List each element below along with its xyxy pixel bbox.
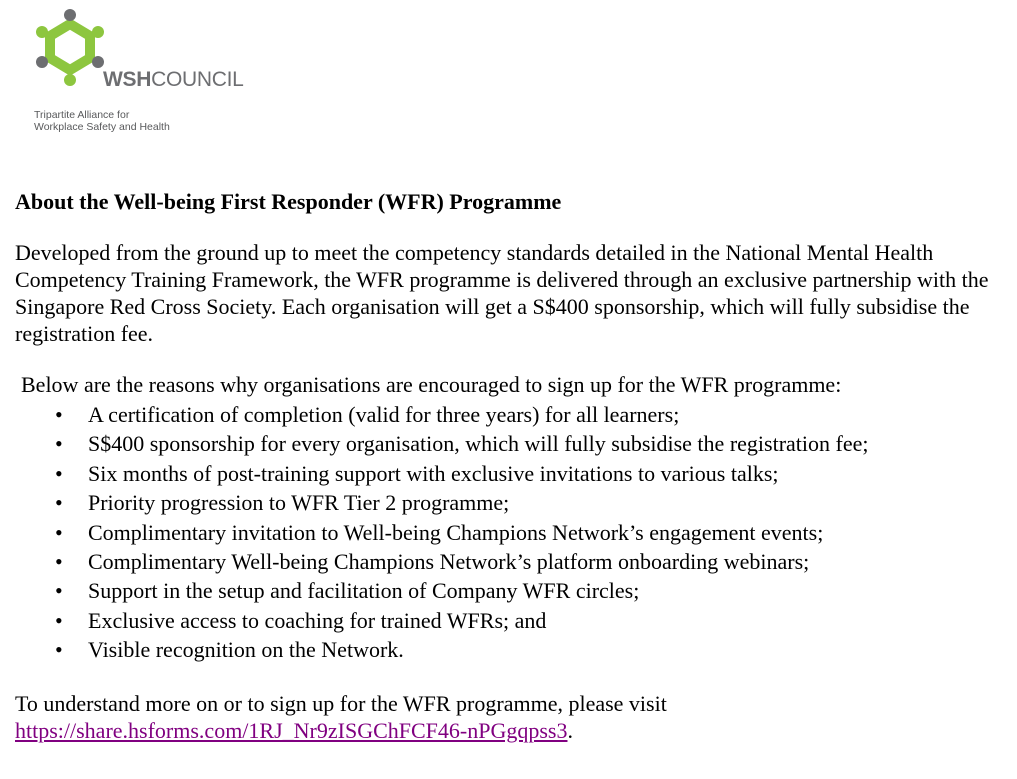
bullet-icon: • xyxy=(55,402,63,427)
intro-paragraph: Developed from the ground up to meet the competency standards detailed in the National Mental Health Competency Training Framework, the WFR programme is delivered through an exclusive partnership with the Singapore Red Cross Society. Each organisation will get a S$400 sponsorship, which will fully subsidise the registration fee. xyxy=(15,240,989,346)
logo-wordmark-regular: COUNCIL xyxy=(151,68,244,91)
reasons-lead: Below are the reasons why organisations are encouraged to sign up for the WFR programme: xyxy=(21,372,842,397)
bullet-icon: • xyxy=(55,607,63,633)
list-item xyxy=(15,576,1010,605)
list-item xyxy=(15,518,1010,547)
document-title: About the Well-being First Responder (WFR) Programme xyxy=(15,189,562,214)
list-item xyxy=(15,488,1010,517)
list-item xyxy=(15,606,1010,635)
signup-link[interactable]: https://share.hsforms.com/1RJ_Nr9zISGChFCF46-nPGgqpss3 xyxy=(15,717,568,743)
list-item-text: Visible recognition on the Network. xyxy=(88,637,404,663)
list-item-text: S$400 sponsorship for every organisation, which will fully subsidise the registration fee; xyxy=(88,431,869,457)
list-item xyxy=(15,400,1010,429)
logo-wordmark-bold: WSH xyxy=(103,68,152,91)
reasons-list xyxy=(15,400,1010,665)
bullet-icon: • xyxy=(55,637,63,663)
bullet-icon: • xyxy=(55,578,63,604)
logo-tagline-line1: Tripartite Alliance for xyxy=(34,109,130,121)
list-item-text: Priority progression to WFR Tier 2 programme; xyxy=(88,490,510,516)
logo-tagline-line2: Workplace Safety and Health xyxy=(34,121,170,133)
wsh-council-logo xyxy=(30,8,270,138)
bullet-icon: • xyxy=(55,460,63,486)
closing-text: To understand more on or to sign up for the WFR programme, please visit xyxy=(15,690,667,716)
link-suffix: . xyxy=(567,717,573,743)
list-item-text: Complimentary invitation to Well-being Champions Network’s engagement events; xyxy=(88,519,824,545)
list-item-text: Support in the setup and facilitation of Company WFR circles; xyxy=(88,578,640,604)
list-item-text: A certification of completion (valid for three years) for all learners; xyxy=(88,402,680,427)
closing-paragraph xyxy=(15,690,1010,744)
wsh-council-emblem-icon xyxy=(30,8,110,88)
bullet-icon: • xyxy=(55,490,63,516)
logo-tagline xyxy=(34,109,170,133)
bullet-icon: • xyxy=(55,519,63,545)
bullet-icon: • xyxy=(55,548,63,574)
list-item xyxy=(15,547,1010,576)
list-item-text: Exclusive access to coaching for trained WFRs; and xyxy=(88,607,547,633)
document-body xyxy=(15,188,1010,744)
list-item xyxy=(15,429,1010,458)
list-item xyxy=(15,459,1010,488)
list-item-text: Six months of post-training support with exclusive invitations to various talks; xyxy=(88,460,779,486)
list-item xyxy=(15,635,1010,664)
list-item-text: Complimentary Well-being Champions Network’s platform onboarding webinars; xyxy=(88,548,810,574)
logo-wordmark xyxy=(103,68,244,92)
bullet-icon: • xyxy=(55,431,63,457)
